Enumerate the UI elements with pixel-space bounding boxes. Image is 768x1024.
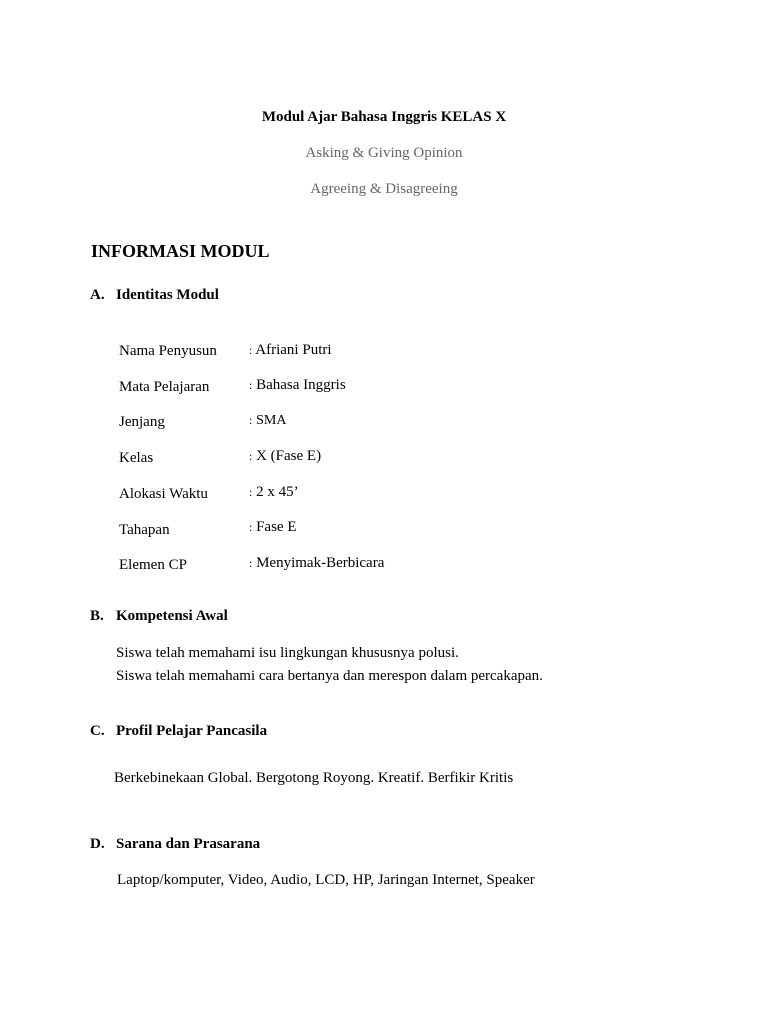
colon-separator: : — [249, 449, 253, 463]
identity-label-alokasi-waktu: Alokasi Waktu — [119, 486, 208, 502]
identity-value-text: Bahasa Inggris — [256, 377, 346, 393]
profil-text: Berkebinekaan Global. Bergotong Royong. Kreatif. Berfikir Kritis — [114, 770, 514, 786]
identity-value-text: SMA — [256, 413, 287, 428]
section-d-title: Sarana dan Prasarana — [116, 836, 261, 852]
kompetensi-line-2: Siswa telah memahami cara bertanya dan merespon dalam percakapan. — [116, 668, 543, 684]
identity-value-kelas — [249, 448, 321, 465]
colon-separator: : — [249, 413, 253, 427]
identity-value-elemen-cp — [249, 555, 384, 572]
identity-label-tahapan: Tahapan — [119, 522, 170, 538]
identity-value-text: Menyimak-Berbicara — [256, 555, 385, 571]
section-d-number: D. — [90, 836, 105, 852]
identity-value-alokasi-waktu — [249, 484, 299, 501]
sarana-text: Laptop/komputer, Video, Audio, LCD, HP, Jaringan Internet, Speaker — [117, 872, 535, 888]
main-heading: INFORMASI MODUL — [91, 241, 270, 261]
identity-value-nama-penyusun — [249, 342, 332, 359]
section-c-title: Profil Pelajar Pancasila — [116, 723, 268, 739]
colon-separator: : — [249, 556, 253, 570]
colon-separator: : — [249, 343, 253, 357]
document-subtitle-topic-2: Agreeing & Disagreeing — [310, 181, 458, 197]
identity-value-text: Afriani Putri — [255, 342, 332, 358]
colon-separator: : — [249, 485, 253, 499]
identity-value-tahapan — [249, 519, 297, 536]
identity-label-jenjang: Jenjang — [119, 414, 165, 430]
section-d-heading — [90, 836, 260, 853]
section-a-heading — [90, 287, 219, 304]
document-subtitle-topic-1: Asking & Giving Opinion — [305, 145, 463, 161]
identity-label-kelas: Kelas — [119, 450, 154, 466]
identity-value-mata-pelajaran — [249, 377, 346, 394]
section-b-number: B. — [90, 608, 104, 624]
identity-value-text: Fase E — [256, 519, 297, 535]
identity-value-text: X (Fase E) — [256, 448, 322, 464]
identity-value-jenjang — [249, 412, 286, 429]
section-a-title: Identitas Modul — [116, 287, 219, 303]
section-a-number: A. — [90, 287, 105, 303]
identity-label-mata-pelajaran: Mata Pelajaran — [119, 379, 210, 395]
identity-label-nama-penyusun: Nama Penyusun — [119, 343, 217, 359]
identity-value-text: 2 x 45’ — [256, 484, 299, 500]
identity-label-elemen-cp: Elemen CP — [119, 557, 187, 573]
colon-separator: : — [249, 378, 253, 392]
section-b-title: Kompetensi Awal — [116, 608, 228, 624]
document-title: Modul Ajar Bahasa Inggris KELAS X — [261, 109, 507, 125]
colon-separator: : — [249, 520, 253, 534]
kompetensi-line-1: Siswa telah memahami isu lingkungan khususnya polusi. — [116, 645, 459, 661]
section-c-heading — [90, 723, 267, 740]
section-b-heading — [90, 608, 228, 625]
section-c-number: C. — [90, 723, 105, 739]
